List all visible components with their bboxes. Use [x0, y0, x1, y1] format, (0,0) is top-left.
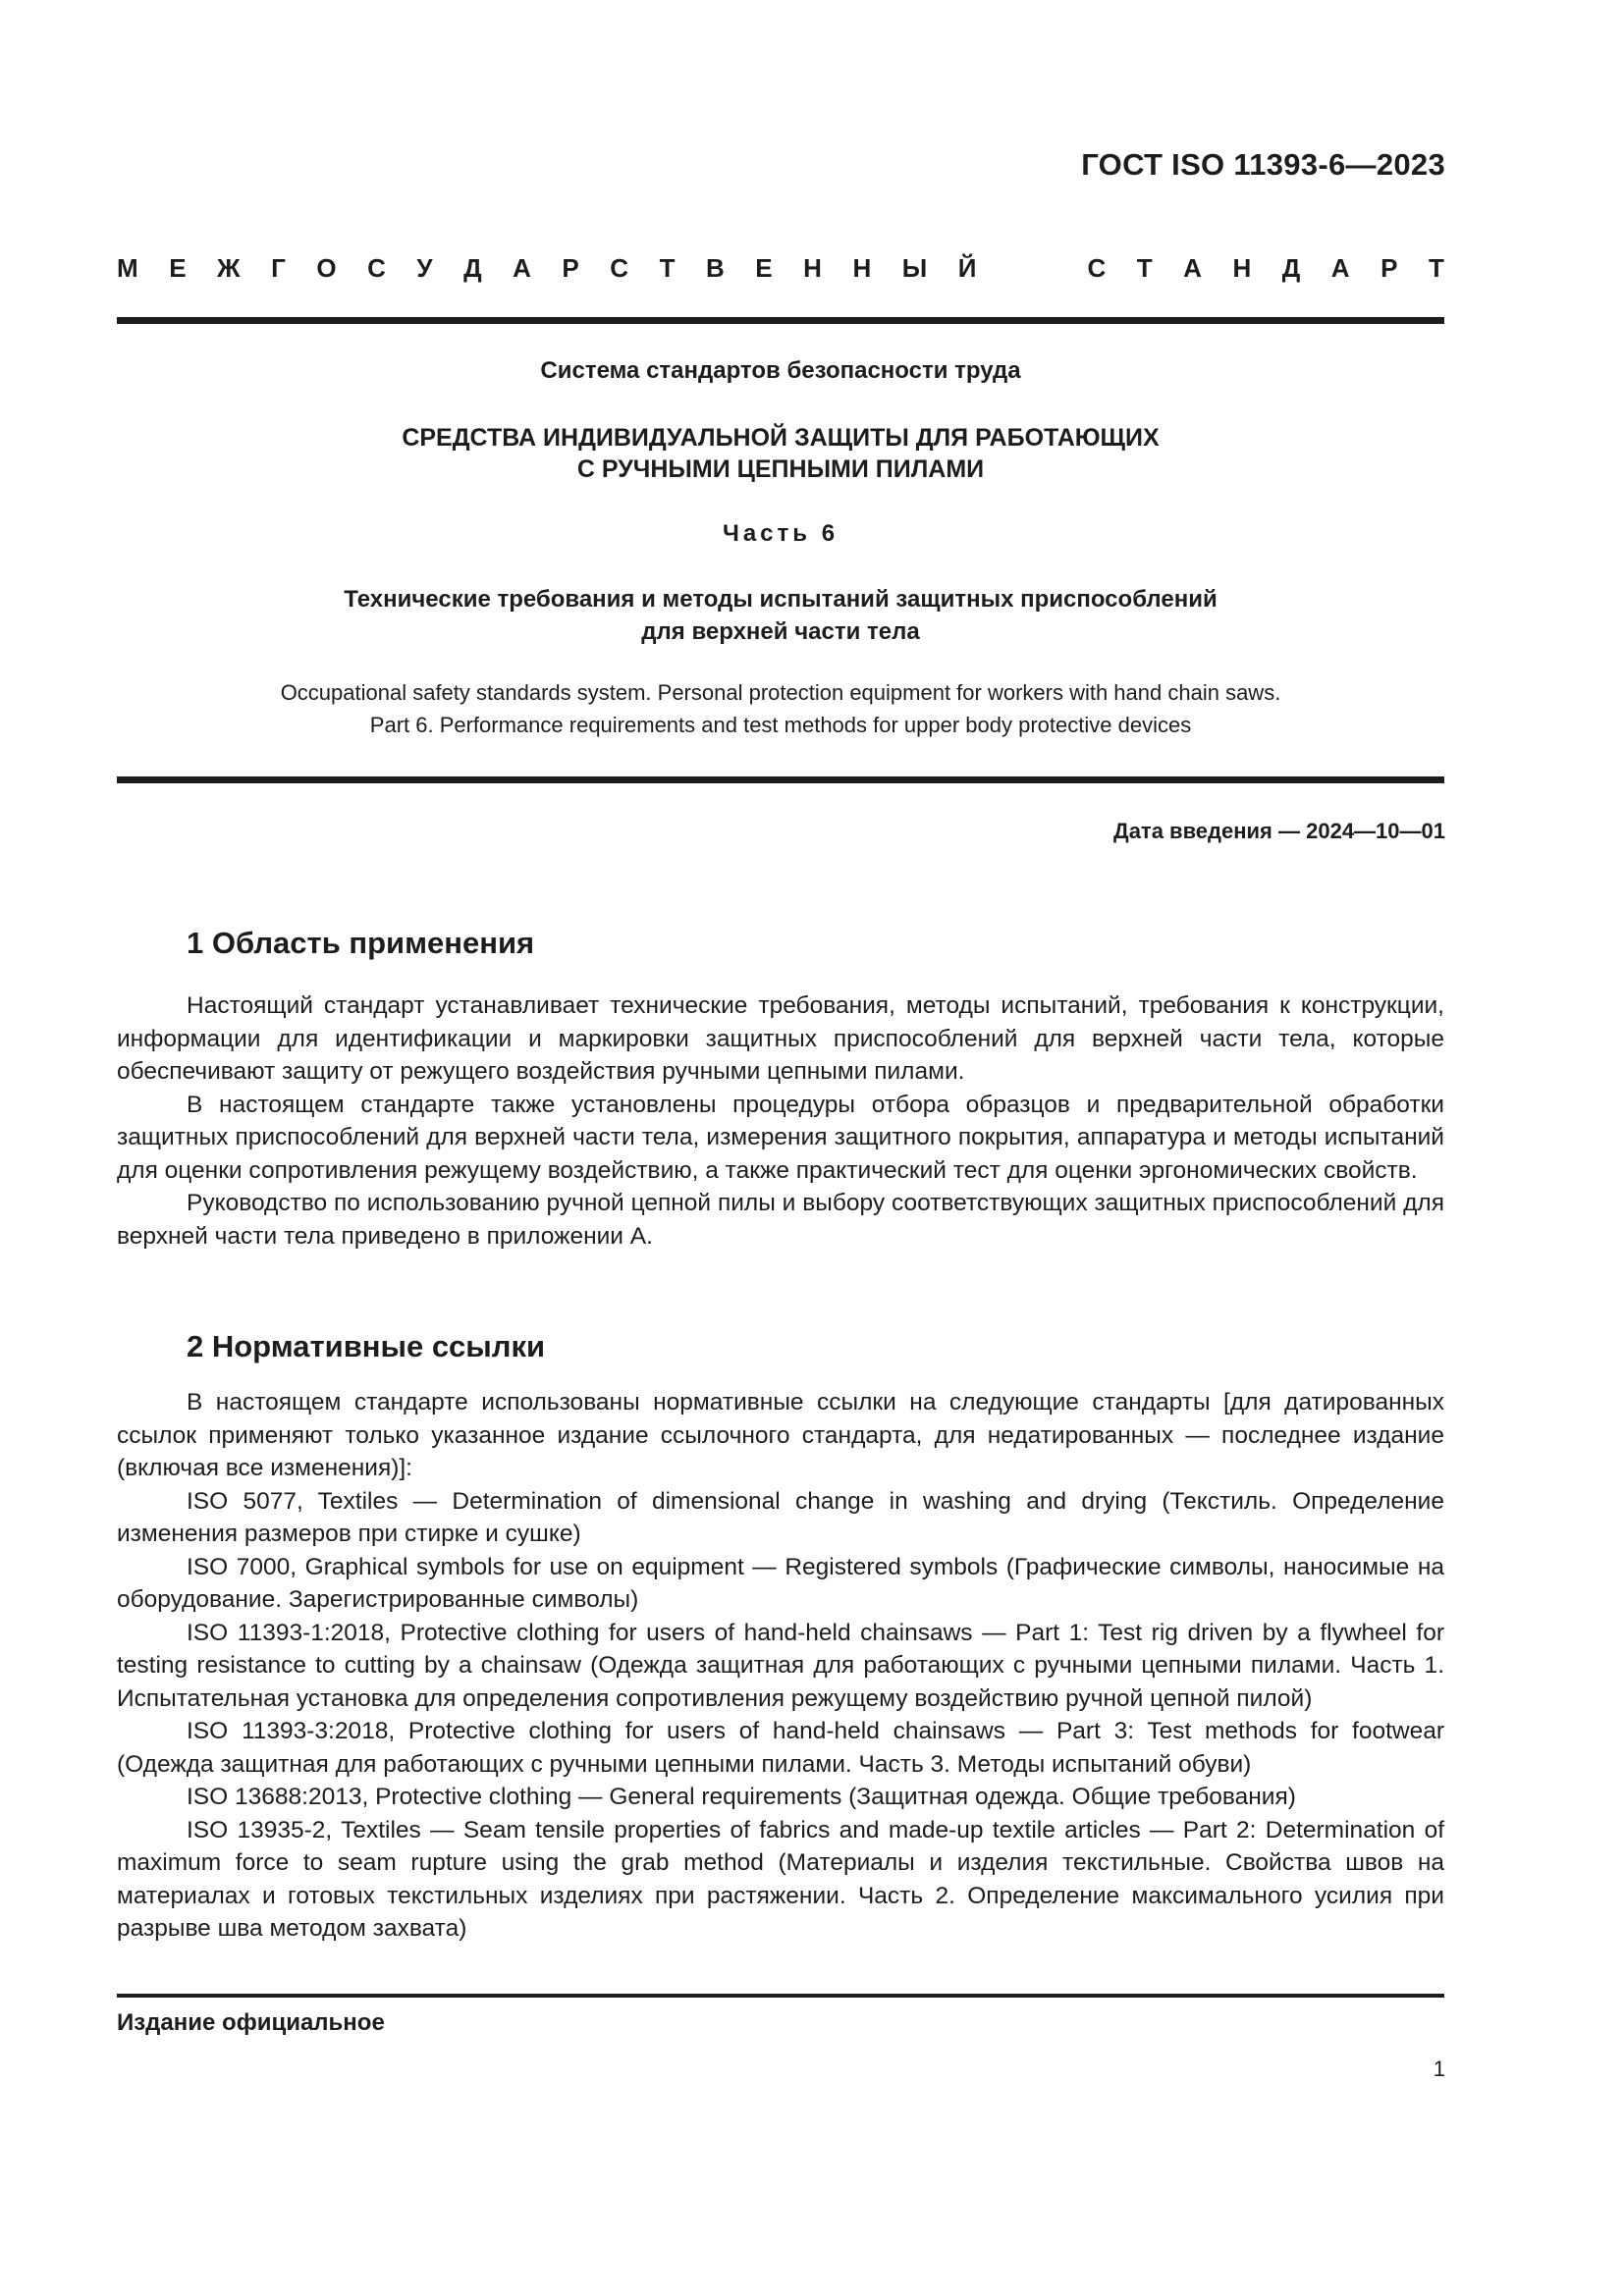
english-title-line: Part 6. Performance requirements and test methods for upper body protective devices	[369, 713, 1192, 737]
standard-kind-heading	[117, 253, 1444, 284]
standard-designation: ГОСТ ISO 11393-6—2023	[1081, 147, 1445, 182]
official-edition-label: Издание официальное	[117, 2009, 385, 2036]
kind-letter: Д	[1281, 253, 1301, 283]
standards-system-title: Система стандартов безопасности труда	[540, 357, 1021, 384]
title-line: С РУЧНЫМИ ЦЕПНЫМИ ПИЛАМИ	[576, 455, 985, 483]
kind-letter: В	[705, 253, 725, 283]
section-body-normative-references	[117, 1386, 1444, 1946]
kind-letter: Т	[1136, 253, 1153, 283]
section-heading-scope: 1 Область применения	[187, 926, 535, 960]
section-body-scope	[117, 989, 1444, 1253]
title-divider	[117, 776, 1444, 783]
subtitle-line: для верхней части тела	[641, 618, 920, 645]
paragraph: Руководство по использованию ручной цепной пилы и выбору соответствующих защитных приспособлений для верхней части тела приведено в приложении А.	[117, 1190, 1444, 1250]
kind-letter: С	[1087, 253, 1107, 283]
kind-letter: М	[117, 253, 138, 283]
kind-letter: С	[610, 253, 629, 283]
kind-letter: Д	[463, 253, 482, 283]
english-title	[117, 676, 1444, 741]
introduction-date: Дата введения — 2024—10—01	[1113, 819, 1445, 843]
reference-entry: ISO 13688:2013, Protective clothing — General requirements (Защитная одежда. Общие требования)	[187, 1784, 1296, 1810]
kind-letter: Н	[852, 253, 872, 283]
document-title	[117, 422, 1444, 485]
paragraph: В настоящем стандарте также установлены процедуры отбора образцов и предварительной обработки защитных приспособлений для верхней части тела, измерения защитного покрытия, аппаратура и методы испытаний для оценки сопротивления режущему воздействию, а также практический тест для оценки эргономических свойств.	[117, 1091, 1444, 1184]
kind-letter: А	[513, 253, 531, 283]
paragraph: Настоящий стандарт устанавливает технические требования, методы испытаний, требования к конструкции, информации для идентификации и маркировки защитных приспособлений для верхней части тела, которые обеспечивают защиту от режущего воздействия ручными цепными пилами.	[117, 992, 1444, 1085]
header-divider	[117, 317, 1444, 324]
kind-letter: Е	[755, 253, 773, 283]
section-heading-normative-references: 2 Нормативные ссылки	[187, 1329, 546, 1363]
kind-letter: Р	[562, 253, 579, 283]
reference-entry: ISO 7000, Graphical symbols for use on equipment — Registered symbols (Графические символы, наносимые на оборудование. Зарегистрированные символы)	[117, 1553, 1444, 1613]
kind-letter: Ы	[901, 253, 928, 283]
reference-entry: ISO 11393-3:2018, Protective clothing for users of hand-held chainsaws — Part 3: Test methods for footwear (Одежда защитная для работающих с ручными цепными пилами. Часть 3. Методы испытаний обуви)	[117, 1718, 1444, 1778]
kind-letter: Е	[169, 253, 187, 283]
reference-entry: ISO 11393-1:2018, Protective clothing for users of hand-held chainsaws — Part 1: Test rig driven by a flywheel for testing resistance to cutting by a chainsaw (Одежда защитная для работающих с ручными цепными пилами. Часть 1. Испытательная установка для определения сопротивления режущему воздействию ручной цепной пилой)	[117, 1619, 1444, 1712]
kind-letter: Г	[271, 253, 286, 283]
kind-letter: Ж	[217, 253, 241, 283]
part-label: Часть 6	[722, 520, 839, 547]
kind-letter: Р	[1380, 253, 1398, 283]
reference-entry: ISO 13935-2, Textiles — Seam tensile properties of fabrics and made-up textile articles — Part 2: Determination of maximum force to seam rupture using the grab method (Материалы и изделия текстильные. Свойства швов на материалах и готовых текстильных изделиях при растяжении. Часть 2. Определение максимального усилия при разрыве шва методом захвата)	[117, 1816, 1444, 1942]
kind-letter: А	[1183, 253, 1202, 283]
footer-divider	[117, 1994, 1444, 1998]
title-line: СРЕДСТВА ИНДИВИДУАЛЬНОЙ ЗАЩИТЫ ДЛЯ РАБОТАЮЩИХ	[402, 424, 1160, 452]
kind-letter: Н	[803, 253, 822, 283]
kind-letter: С	[367, 253, 386, 283]
kind-letter: О	[316, 253, 337, 283]
paragraph: В настоящем стандарте использованы нормативные ссылки на следующие стандарты [для датированных ссылок применяют только указанное издание ссылочного стандарта, для недатированных — последнее издание (включая все изменения)]:	[117, 1389, 1444, 1481]
kind-letter: Т	[659, 253, 676, 283]
reference-entry: ISO 5077, Textiles — Determination of dimensional change in washing and drying (Текстиль. Определение изменения размеров при стирке и сушке)	[117, 1487, 1444, 1547]
subtitle-line: Технические требования и методы испытаний защитных приспособлений	[344, 586, 1218, 613]
kind-letter: У	[416, 253, 433, 283]
kind-letter: Н	[1232, 253, 1252, 283]
kind-letter: А	[1330, 253, 1350, 283]
word-gap	[1007, 253, 1056, 284]
english-title-line: Occupational safety standards system. Personal protection equipment for workers with hand chain saws.	[280, 680, 1281, 705]
page-number: 1	[1433, 2056, 1445, 2081]
kind-letter: Й	[957, 253, 977, 283]
document-subtitle	[117, 583, 1444, 648]
kind-letter: Т	[1428, 253, 1444, 283]
